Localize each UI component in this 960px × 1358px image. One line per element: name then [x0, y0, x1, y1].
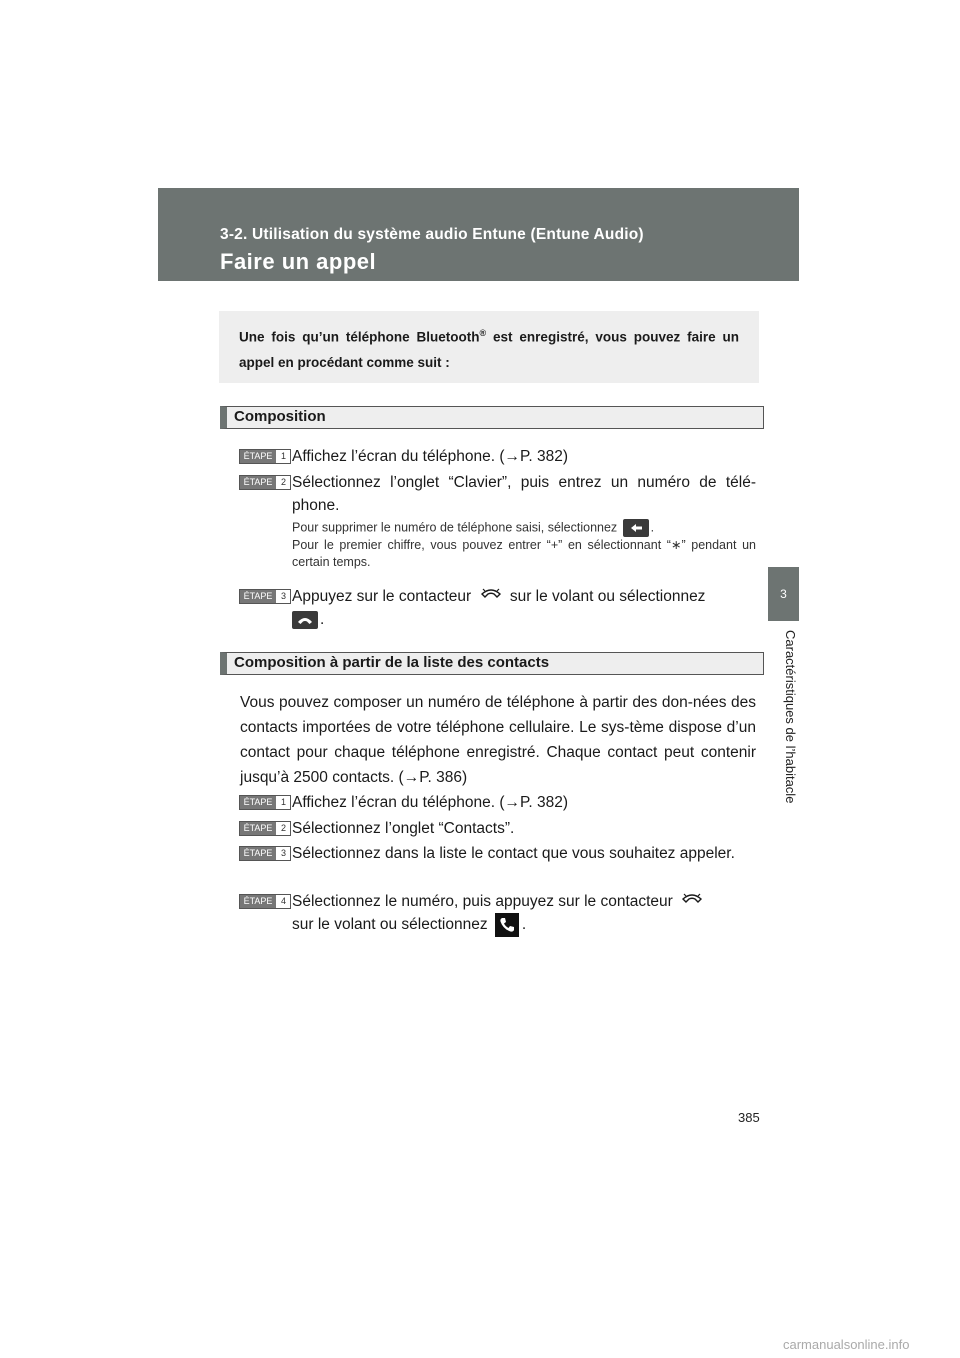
step-badge-number: 3: [280, 848, 286, 858]
registered-mark: ®: [479, 328, 487, 338]
subsection-contacts: [220, 652, 764, 675]
note-text: Pour supprimer le numéro de téléphone saisi, sélectionnez: [292, 520, 618, 535]
step-text: [292, 585, 756, 631]
step-badge-label: ÉTAPE: [240, 476, 276, 489]
subsection-heading: Composition: [234, 408, 326, 425]
note: [292, 519, 756, 571]
call-key-icon: [292, 611, 318, 629]
watermark: carmanualsonline.info: [783, 1337, 910, 1352]
step-badge-number: 1: [280, 451, 286, 461]
section-label: 3-2. Utilisation du système audio Entune (Entune Audio): [220, 226, 644, 243]
page-title: Faire un appel: [220, 249, 377, 274]
subsection-heading: Composition à partir de la liste des contacts: [234, 654, 550, 671]
intro-text-part2: est enregistré, vous pouvez faire un appel en procédant comme suit :: [239, 329, 740, 370]
step-badge-label: ÉTAPE: [240, 796, 276, 809]
phone-handset-icon: [479, 587, 503, 607]
step-badge-label: ÉTAPE: [240, 895, 276, 908]
step-text: Affichez l’écran du téléphone. (→P. 382): [292, 794, 569, 811]
step-badge-number: 3: [280, 591, 286, 601]
step-text: Affichez l’écran du téléphone. (→P. 382): [292, 448, 569, 465]
step-badge-label: ÉTAPE: [240, 822, 276, 835]
step-badge: [239, 795, 291, 810]
step-badge: [239, 475, 291, 490]
step-badge: [239, 846, 291, 861]
backspace-icon: [623, 519, 649, 537]
step-text: Sélectionnez l’onglet “Clavier”, puis entrez un numéro de télé-phone.: [292, 474, 756, 514]
chapter-tab: [768, 567, 799, 621]
page-number: 385: [738, 1110, 760, 1125]
step-badge-label: ÉTAPE: [240, 847, 276, 860]
step-text-part: sur le volant ou sélectionnez: [292, 916, 488, 934]
step-text: [292, 890, 756, 937]
note-text: Pour le premier chiffre, vous pouvez entrer “+” en sélectionnant “∗” pendant un certain temps.: [292, 538, 756, 569]
step-text-part: sur le volant ou sélectionnez: [509, 588, 706, 605]
step-badge: [239, 894, 291, 909]
chapter-label: Caractéristiques de l’habitacle: [783, 630, 798, 804]
intro-box: [219, 311, 759, 383]
chapter-number: 3: [780, 587, 787, 601]
contacts-paragraph: Vous pouvez composer un numéro de téléphone à partir des don-nées des contacts importées de votre téléphone cellulaire. Le sys-tème dispose d’un contact pour chaque téléphone enregistré. Chaque contact peut contenir jusqu’à 2500 contacts. (→P. 386): [240, 694, 756, 786]
step-badge-label: ÉTAPE: [240, 450, 276, 463]
step-badge: [239, 821, 291, 836]
phone-handset-icon: [680, 892, 704, 912]
intro-text-part1: Une fois qu’un téléphone Bluetooth: [239, 329, 480, 345]
call-button-icon: [495, 913, 519, 937]
step-text: Sélectionnez l’onglet “Contacts”.: [292, 820, 515, 837]
step-text-part: .: [320, 611, 325, 628]
step-badge-number: 1: [280, 797, 286, 807]
step-badge: [239, 449, 291, 464]
step-badge-number: 4: [280, 896, 286, 906]
step-text-part: Appuyez sur le contacteur: [292, 588, 472, 605]
step-badge-number: 2: [280, 477, 286, 487]
step-text-part: Sélectionnez le numéro, puis appuyez sur le contacteur: [292, 893, 673, 910]
step-badge: [239, 589, 291, 604]
step-badge-number: 2: [280, 823, 286, 833]
step-text-part: .: [521, 916, 527, 934]
step-badge-label: ÉTAPE: [240, 590, 276, 603]
step-text: Sélectionnez dans la liste le contact que vous souhaitez appeler.: [292, 845, 735, 862]
subsection-composition: [220, 406, 764, 429]
intro-text: [239, 321, 739, 375]
note-text: .: [650, 520, 655, 535]
